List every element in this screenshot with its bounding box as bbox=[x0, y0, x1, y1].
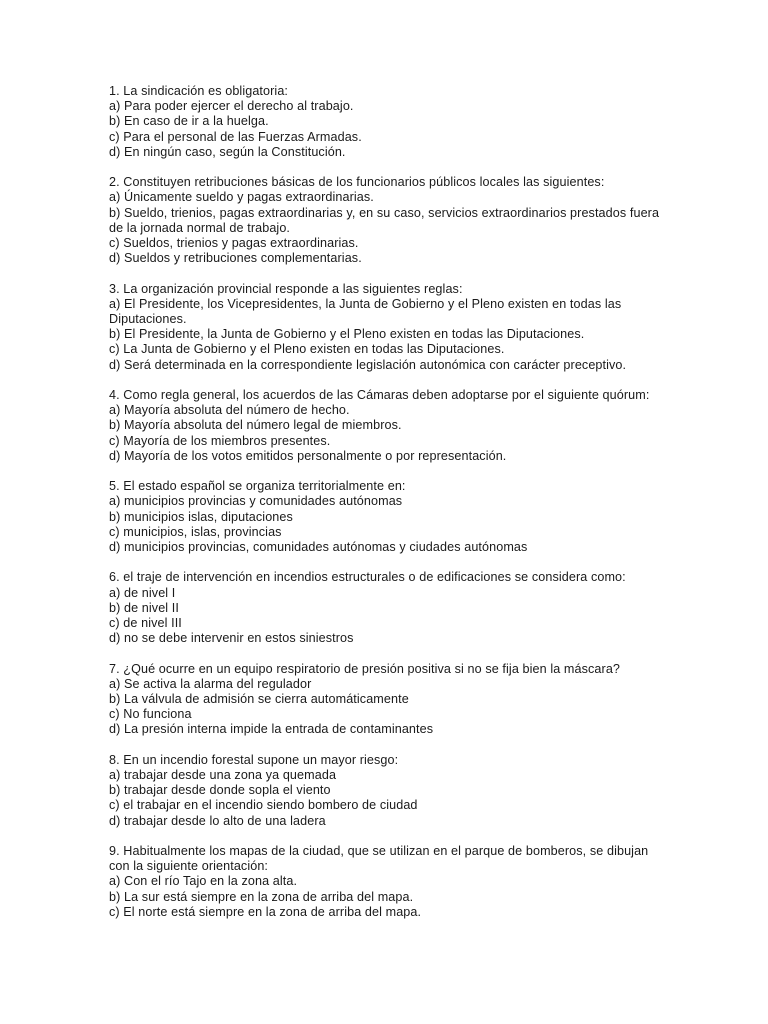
question-7 bbox=[109, 662, 669, 738]
option-c: c) de nivel III bbox=[109, 616, 182, 631]
option-b: b) El Presidente, la Junta de Gobierno y el Pleno existen en todas las Diputaciones. bbox=[109, 327, 585, 342]
option-c: c) La Junta de Gobierno y el Pleno existen en todas las Diputaciones. bbox=[109, 342, 505, 357]
option-a: a) Con el río Tajo en la zona alta. bbox=[109, 874, 298, 889]
option-b: b) trabajar desde donde sopla el viento bbox=[109, 783, 331, 798]
question-3 bbox=[109, 282, 669, 373]
option-b: b) Sueldo, trienios, pagas extraordinarias y, en su caso, servicios extraordinarios prestados fuera de la jornada normal de trabajo. bbox=[109, 205, 660, 235]
option-b: b) de nivel II bbox=[109, 600, 180, 615]
option-c: c) No funciona bbox=[109, 707, 192, 722]
option-a: a) de nivel I bbox=[109, 585, 176, 600]
option-d: d) En ningún caso, según la Constitución. bbox=[109, 144, 346, 159]
option-b: b) La sur está siempre en la zona de arriba del mapa. bbox=[109, 889, 414, 904]
option-c: c) Mayoría de los miembros presentes. bbox=[109, 433, 331, 448]
option-c: c) Sueldos, trienios y pagas extraordinarias. bbox=[109, 236, 359, 251]
option-b: b) municipios islas, diputaciones bbox=[109, 509, 293, 524]
question-text: 7. ¿Qué ocurre en un equipo respiratorio de presión positiva si no se fija bien la máscara? bbox=[109, 661, 621, 676]
question-2 bbox=[109, 175, 669, 266]
question-4 bbox=[109, 388, 669, 464]
option-c: c) municipios, islas, provincias bbox=[109, 524, 282, 539]
option-d: d) trabajar desde lo alto de una ladera bbox=[109, 813, 326, 828]
option-b: b) Mayoría absoluta del número legal de miembros. bbox=[109, 418, 402, 433]
option-b: b) En caso de ir a la huelga. bbox=[109, 114, 269, 129]
option-c: c) El norte está siempre en la zona de arriba del mapa. bbox=[109, 904, 422, 919]
option-c: c) el trabajar en el incendio siendo bombero de ciudad bbox=[109, 798, 418, 813]
option-a: a) Para poder ejercer el derecho al trabajo. bbox=[109, 99, 354, 114]
option-d: d) Sueldos y retribuciones complementarias. bbox=[109, 251, 362, 266]
option-d: d) Mayoría de los votos emitidos personalmente o por representación. bbox=[109, 448, 507, 463]
question-text: 1. La sindicación es obligatoria: bbox=[109, 84, 289, 98]
option-b: b) La válvula de admisión se cierra automáticamente bbox=[109, 692, 409, 707]
question-text: 3. La organización provincial responde a las siguientes reglas: bbox=[109, 281, 463, 296]
question-8 bbox=[109, 753, 669, 829]
question-5 bbox=[109, 479, 669, 555]
option-d: d) La presión interna impide la entrada de contaminantes bbox=[109, 722, 434, 737]
option-d: d) municipios provincias, comunidades autónomas y ciudades autónomas bbox=[109, 540, 528, 555]
option-a: a) trabajar desde una zona ya quemada bbox=[109, 768, 337, 783]
option-c: c) Para el personal de las Fuerzas Armadas. bbox=[109, 129, 362, 144]
option-a: a) municipios provincias y comunidades autónomas bbox=[109, 494, 403, 509]
question-text: 6. el traje de intervención en incendios estructurales o de edificaciones se considera como: bbox=[109, 570, 626, 585]
option-a: a) Mayoría absoluta del número de hecho. bbox=[109, 403, 350, 418]
option-a: a) Únicamente sueldo y pagas extraordinarias. bbox=[109, 190, 374, 205]
option-d: d) no se debe intervenir en estos siniestros bbox=[109, 631, 354, 646]
question-9 bbox=[109, 844, 669, 920]
question-text: 4. Como regla general, los acuerdos de las Cámaras deben adoptarse por el siguiente quórum: bbox=[109, 388, 650, 403]
option-a: a) Se activa la alarma del regulador bbox=[109, 676, 312, 691]
question-text: 9. Habitualmente los mapas de la ciudad, que se utilizan en el parque de bomberos, se dibujan con la siguiente orientación: bbox=[109, 844, 649, 874]
option-d: d) Será determinada en la correspondiente legislación autonómica con carácter preceptivo. bbox=[109, 357, 627, 372]
question-6 bbox=[109, 570, 669, 646]
question-text: 5. El estado español se organiza territorialmente en: bbox=[109, 479, 406, 494]
option-a: a) El Presidente, los Vicepresidentes, la Junta de Gobierno y el Pleno existen en todas las Diputaciones. bbox=[109, 296, 622, 327]
question-text: 8. En un incendio forestal supone un mayor riesgo: bbox=[109, 752, 399, 767]
question-text: 2. Constituyen retribuciones básicas de los funcionarios públicos locales las siguientes: bbox=[109, 175, 605, 190]
document-page bbox=[109, 84, 669, 935]
question-1 bbox=[109, 84, 669, 160]
